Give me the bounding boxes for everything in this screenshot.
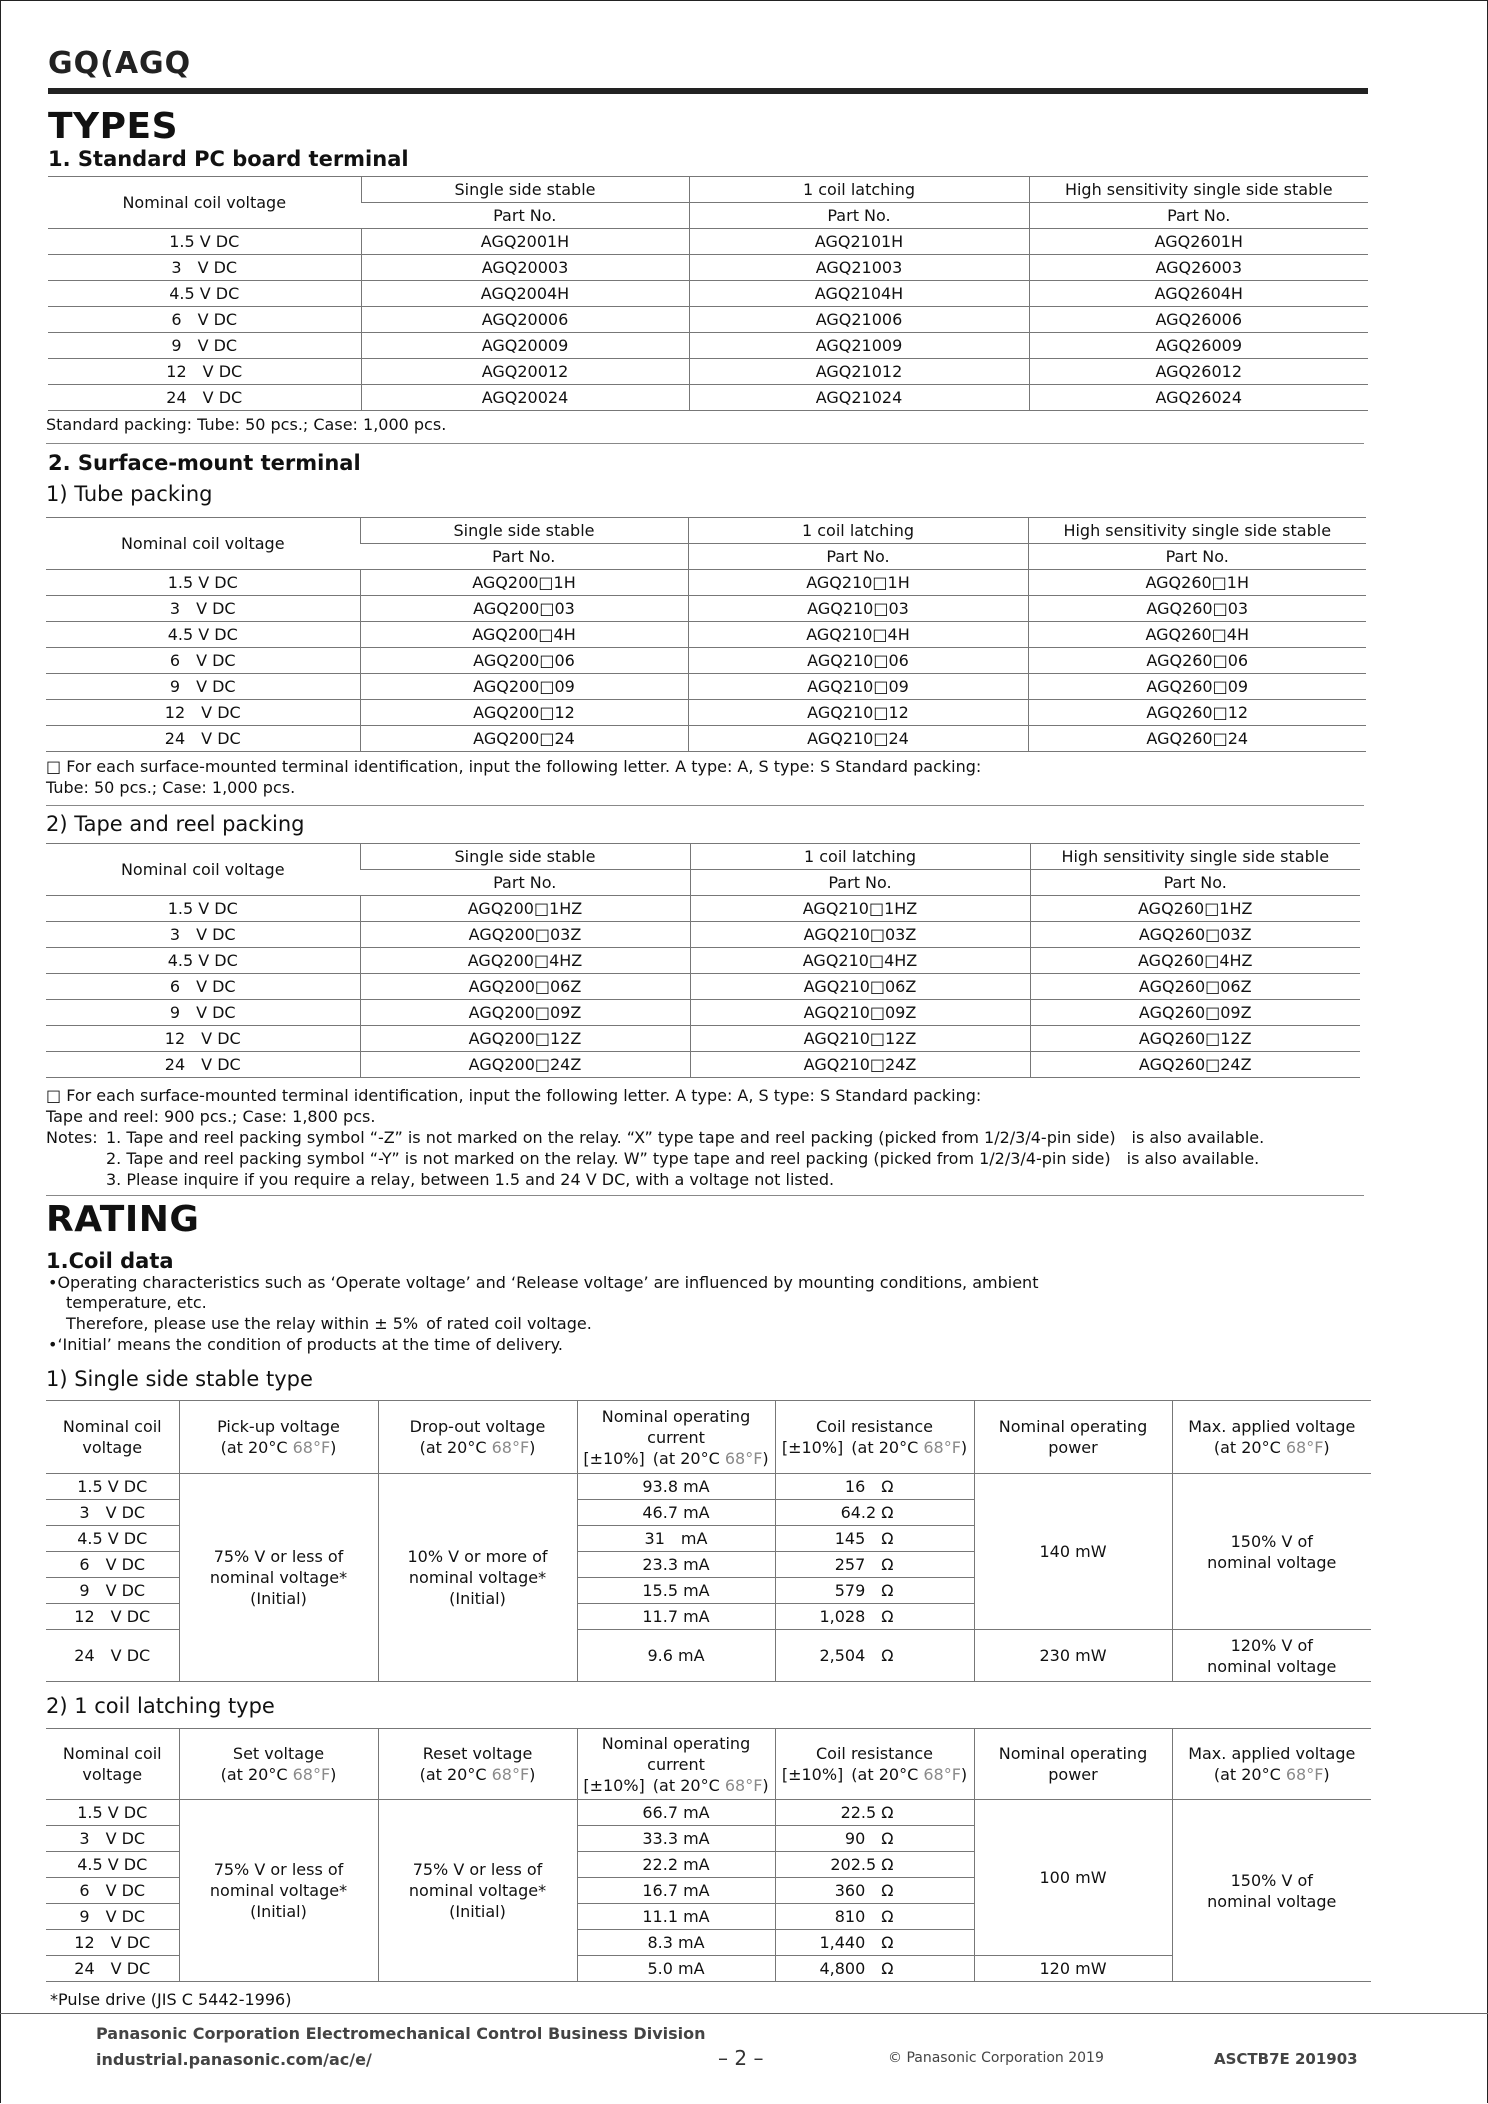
voltage-cell: 12 V DC [46,1604,179,1630]
part-no-cell: AGQ210□03Z [690,922,1030,948]
power-cell: 100 mW [974,1800,1172,1956]
resistance-cell: 202.5 Ω [775,1852,974,1878]
col-group-single: Single side stable [360,844,690,870]
voltage-cell: 3 V DC [48,255,361,281]
part-no-cell: AGQ200□1HZ [360,896,690,922]
part-no-cell: AGQ260□12 [1028,700,1366,726]
notes-label: Notes: [46,1128,98,1147]
resistance-cell: 257 Ω [775,1552,974,1578]
voltage-cell: 24 V DC [46,1052,360,1078]
h-max-voltage: Max. applied voltage (at 20°C 68°F) [1172,1729,1371,1800]
section1-note: Standard packing: Tube: 50 pcs.; Case: 1,000 pcs. [46,415,447,434]
section1-title: 1. Standard PC board terminal [48,147,409,171]
resistance-cell: 145 Ω [775,1526,974,1552]
current-cell: 23.3 mA [577,1552,775,1578]
voltage-cell: 4.5 V DC [46,622,360,648]
col-nominal: Nominal coil voltage [48,177,361,229]
col-nominal: Nominal coil voltage [46,518,360,570]
voltage-cell: 1.5 V DC [46,1800,179,1826]
voltage-cell: 1.5 V DC [46,1474,179,1500]
part-no-cell: AGQ210□1HZ [690,896,1030,922]
part-no-cell: AGQ200□09 [360,674,688,700]
part-no-cell: AGQ21009 [689,333,1029,359]
part-no-header: Part No. [690,870,1030,896]
part-no-header: Part No. [688,544,1028,570]
part-no-cell: AGQ200□03 [360,596,688,622]
page-number: – 2 – [718,2046,764,2070]
voltage-cell: 9 V DC [46,674,360,700]
pickup-cell: 75% V or less of nominal voltage* (Initial) [179,1474,378,1682]
current-cell: 11.1 mA [577,1904,775,1930]
part-no-cell: AGQ200□1H [360,570,688,596]
voltage-cell: 3 V DC [46,1826,179,1852]
resistance-cell: 810 Ω [775,1904,974,1930]
part-no-cell: AGQ210□09Z [690,1000,1030,1026]
current-cell: 22.2 mA [577,1852,775,1878]
part-no-cell: AGQ200□24 [360,726,688,752]
tape-reel-title: 2) Tape and reel packing [46,812,305,836]
part-no-cell: AGQ260□4HZ [1030,948,1360,974]
part-no-cell: AGQ210□06Z [690,974,1030,1000]
footer-url[interactable]: industrial.panasonic.com/ac/e/ [96,2050,372,2069]
voltage-cell: 1.5 V DC [46,896,360,922]
h-power: Nominal operating power [974,1401,1172,1474]
table-row [48,281,1368,307]
part-no-cell: AGQ26024 [1029,385,1368,411]
part-no-cell: AGQ260□09Z [1030,1000,1360,1026]
part-no-header: Part No. [689,203,1029,229]
part-no-cell: AGQ210□03 [688,596,1028,622]
max-voltage-cell: 120% V of nominal voltage [1172,1630,1371,1682]
power-cell: 120 mW [974,1956,1172,1982]
single-side-title: 1) Single side stable type [46,1367,313,1391]
current-cell: 15.5 mA [577,1578,775,1604]
col-group-latching: 1 coil latching [689,177,1029,203]
col-group-latching: 1 coil latching [690,844,1030,870]
table-row [46,1026,1360,1052]
part-no-cell: AGQ260□24 [1028,726,1366,752]
part-no-cell: AGQ210□4H [688,622,1028,648]
voltage-cell: 1.5 V DC [46,570,360,596]
resistance-cell: 1,440 Ω [775,1930,974,1956]
voltage-cell: 6 V DC [46,974,360,1000]
h-pickup: Pick-up voltage (at 20°C 68°F) [179,1401,378,1474]
part-no-cell: AGQ20006 [361,307,689,333]
max-voltage-cell: 150% V of nominal voltage [1172,1800,1371,1982]
table-row [48,333,1368,359]
part-no-cell: AGQ260□09 [1028,674,1366,700]
voltage-cell: 9 V DC [46,1000,360,1026]
h-current: Nominal operating current [±10%] (at 20°C 68°F) [577,1729,775,1800]
voltage-cell: 4.5 V DC [46,948,360,974]
part-no-header: Part No. [360,544,688,570]
part-no-cell: AGQ260□12Z [1030,1026,1360,1052]
part-no-cell: AGQ200□4H [360,622,688,648]
part-no-cell: AGQ260□06 [1028,648,1366,674]
table-row [48,229,1368,255]
h-resistance: Coil resistance [±10%] (at 20°C 68°F) [775,1729,974,1800]
part-no-cell: AGQ260□1HZ [1030,896,1360,922]
part-no-cell: AGQ20024 [361,385,689,411]
table-row [46,648,1366,674]
bullet-1-cont2: Therefore, please use the relay within ± 5% of rated coil voltage. [66,1314,592,1333]
footer-company: Panasonic Corporation Electromechanical Control Business Division [96,2024,706,2043]
table-tape-reel [46,843,1360,1078]
part-no-cell: AGQ2601H [1029,229,1368,255]
current-cell: 8.3 mA [577,1930,775,1956]
table-row [46,674,1366,700]
part-no-cell: AGQ260□03 [1028,596,1366,622]
current-cell: 33.3 mA [577,1826,775,1852]
table-row [46,622,1366,648]
part-no-header: Part No. [1030,870,1360,896]
tube-note-1: □ For each surface-mounted terminal identification, input the following letter. A type: A, S type: S Standard packing: [46,757,982,776]
voltage-cell: 3 V DC [46,922,360,948]
table-row [46,896,1360,922]
power-cell: 230 mW [974,1630,1172,1682]
power-cell: 140 mW [974,1474,1172,1630]
resistance-cell: 90 Ω [775,1826,974,1852]
voltage-cell: 3 V DC [46,1500,179,1526]
current-cell: 93.8 mA [577,1474,775,1500]
dropout-cell: 10% V or more of nominal voltage* (Initial) [378,1474,577,1682]
resistance-cell: 360 Ω [775,1878,974,1904]
table-row [46,922,1360,948]
bullet-1: •Operating characteristics such as ‘Operate voltage’ and ‘Release voltage’ are influenced by mounting conditions, ambient [48,1273,1039,1292]
table-single-side-stable [46,1400,1371,1682]
h-max-voltage: Max. applied voltage (at 20°C 68°F) [1172,1401,1371,1474]
latching-title: 2) 1 coil latching type [46,1694,275,1718]
table-row [48,255,1368,281]
part-no-cell: AGQ200□03Z [360,922,690,948]
part-no-cell: AGQ200□12 [360,700,688,726]
h-reset-voltage: Reset voltage (at 20°C 68°F) [378,1729,577,1800]
h-dropout: Drop-out voltage (at 20°C 68°F) [378,1401,577,1474]
part-no-header: Part No. [1029,203,1368,229]
part-no-cell: AGQ2004H [361,281,689,307]
part-no-cell: AGQ210□24 [688,726,1028,752]
voltage-cell: 24 V DC [46,1630,179,1682]
types-heading: TYPES [48,106,179,147]
resistance-cell: 64.2 Ω [775,1500,974,1526]
current-cell: 9.6 mA [577,1630,775,1682]
footer-code: ASCTB7E 201903 [1214,2050,1358,2068]
table-row [46,726,1366,752]
part-no-cell: AGQ260□06Z [1030,974,1360,1000]
part-no-cell: AGQ2101H [689,229,1029,255]
part-no-cell: AGQ21024 [689,385,1029,411]
rating-heading: RATING [46,1199,200,1240]
col-group-single: Single side stable [361,177,689,203]
col-group-highsens: High sensitivity single side stable [1029,177,1368,203]
part-no-cell: AGQ260□4H [1028,622,1366,648]
part-no-cell: AGQ210□12Z [690,1026,1030,1052]
voltage-cell: 12 V DC [46,1026,360,1052]
divider [46,443,1364,444]
part-no-cell: AGQ2104H [689,281,1029,307]
voltage-cell: 1.5 V DC [48,229,361,255]
part-no-cell: AGQ21003 [689,255,1029,281]
current-cell: 5.0 mA [577,1956,775,1982]
voltage-cell: 24 V DC [48,385,361,411]
part-no-cell: AGQ200□06Z [360,974,690,1000]
voltage-cell: 6 V DC [46,648,360,674]
h-current: Nominal operating current [±10%] (at 20°C 68°F) [577,1401,775,1474]
voltage-cell: 12 V DC [48,359,361,385]
part-no-cell: AGQ21006 [689,307,1029,333]
table-row [46,1052,1360,1078]
voltage-cell: 6 V DC [48,307,361,333]
note-item-1: 1. Tape and reel packing symbol “-Z” is not marked on the relay. “X” type tape and reel packing (picked from 1/2/3/4-pin side) is also available. [106,1128,1265,1147]
voltage-cell: 4.5 V DC [48,281,361,307]
current-cell: 16.7 mA [577,1878,775,1904]
part-no-cell: AGQ200□09Z [360,1000,690,1026]
part-no-cell: AGQ2604H [1029,281,1368,307]
divider [46,805,1364,806]
resistance-cell: 16 Ω [775,1474,974,1500]
h-power: Nominal operating power [974,1729,1172,1800]
reset-voltage-cell: 75% V or less of nominal voltage* (Initial) [378,1800,577,1982]
resistance-cell: 22.5 Ω [775,1800,974,1826]
h-set-voltage: Set voltage (at 20°C 68°F) [179,1729,378,1800]
current-cell: 31 mA [577,1526,775,1552]
table-row [48,307,1368,333]
h-nominal-coil: Nominal coil voltage [46,1729,179,1800]
bullet-1-cont: temperature, etc. [66,1293,207,1312]
table-row [46,570,1366,596]
header-title: GQ(AGQ [48,46,192,81]
voltage-cell: 3 V DC [46,596,360,622]
voltage-cell: 6 V DC [46,1552,179,1578]
voltage-cell: 9 V DC [46,1578,179,1604]
table-row [46,700,1366,726]
part-no-cell: AGQ26009 [1029,333,1368,359]
resistance-cell: 1,028 Ω [775,1604,974,1630]
part-no-cell: AGQ20003 [361,255,689,281]
h-nominal-coil: Nominal coil voltage [46,1401,179,1474]
col-group-highsens: High sensitivity single side stable [1030,844,1360,870]
coil-data-title: 1.Coil data [46,1249,174,1273]
tube-packing-title: 1) Tube packing [46,482,213,506]
part-no-cell: AGQ26003 [1029,255,1368,281]
current-cell: 46.7 mA [577,1500,775,1526]
current-cell: 11.7 mA [577,1604,775,1630]
voltage-cell: 12 V DC [46,1930,179,1956]
part-no-cell: AGQ210□1H [688,570,1028,596]
part-no-cell: AGQ20009 [361,333,689,359]
voltage-cell: 4.5 V DC [46,1526,179,1552]
part-no-cell: AGQ260□24Z [1030,1052,1360,1078]
col-nominal: Nominal coil voltage [46,844,360,896]
part-no-cell: AGQ200□24Z [360,1052,690,1078]
part-no-header: Part No. [361,203,689,229]
tube-note-2: Tube: 50 pcs.; Case: 1,000 pcs. [46,778,296,797]
voltage-cell: 4.5 V DC [46,1852,179,1878]
table-row [48,359,1368,385]
header-rule [48,88,1368,94]
part-no-cell: AGQ21012 [689,359,1029,385]
tape-note-1: □ For each surface-mounted terminal identification, input the following letter. A type: A, S type: S Standard packing: [46,1086,982,1105]
voltage-cell: 9 V DC [46,1904,179,1930]
resistance-cell: 2,504 Ω [775,1630,974,1682]
resistance-cell: 4,800 Ω [775,1956,974,1982]
part-no-cell: AGQ20012 [361,359,689,385]
table-row [48,385,1368,411]
table-tube-packing [46,517,1366,752]
divider [46,1195,1364,1196]
set-voltage-cell: 75% V or less of nominal voltage* (Initial) [179,1800,378,1982]
table-row [46,974,1360,1000]
part-no-cell: AGQ210□09 [688,674,1028,700]
col-group-single: Single side stable [360,518,688,544]
bullet-2: •‘Initial’ means the condition of products at the time of delivery. [48,1335,563,1354]
part-no-cell: AGQ2001H [361,229,689,255]
tape-note-2: Tape and reel: 900 pcs.; Case: 1,800 pcs. [46,1107,376,1126]
part-no-cell: AGQ200□4HZ [360,948,690,974]
footer-rule [0,2013,1488,2014]
part-no-cell: AGQ210□24Z [690,1052,1030,1078]
voltage-cell: 24 V DC [46,726,360,752]
part-no-cell: AGQ260□03Z [1030,922,1360,948]
h-resistance: Coil resistance [±10%] (at 20°C 68°F) [775,1401,974,1474]
col-group-latching: 1 coil latching [688,518,1028,544]
table-row [46,596,1366,622]
table-row [46,1000,1360,1026]
part-no-cell: AGQ210□12 [688,700,1028,726]
note-item-3: 3. Please inquire if you require a relay, between 1.5 and 24 V DC, with a voltage not listed. [106,1170,835,1189]
table-1-coil-latching [46,1728,1371,1982]
note-item-2: 2. Tape and reel packing symbol “-Y” is not marked on the relay. W” type tape and reel packing (picked from 1/2/3/4-pin side) is also available. [106,1149,1260,1168]
part-no-header: Part No. [360,870,690,896]
part-no-cell: AGQ200□06 [360,648,688,674]
part-no-cell: AGQ210□06 [688,648,1028,674]
col-group-highsens: High sensitivity single side stable [1028,518,1366,544]
voltage-cell: 24 V DC [46,1956,179,1982]
part-no-cell: AGQ210□4HZ [690,948,1030,974]
footer-copyright: © Panasonic Corporation 2019 [888,2050,1104,2066]
max-voltage-cell: 150% V of nominal voltage [1172,1474,1371,1630]
part-no-cell: AGQ200□12Z [360,1026,690,1052]
current-cell: 66.7 mA [577,1800,775,1826]
table-standard-pc [48,176,1368,411]
part-no-cell: AGQ26006 [1029,307,1368,333]
section2-title: 2. Surface-mount terminal [48,451,361,475]
voltage-cell: 6 V DC [46,1878,179,1904]
part-no-cell: AGQ26012 [1029,359,1368,385]
resistance-cell: 579 Ω [775,1578,974,1604]
table-row [46,948,1360,974]
voltage-cell: 9 V DC [48,333,361,359]
voltage-cell: 12 V DC [46,700,360,726]
part-no-cell: AGQ260□1H [1028,570,1366,596]
footnote: *Pulse drive (JIS C 5442-1996) [50,1990,292,2009]
part-no-header: Part No. [1028,544,1366,570]
